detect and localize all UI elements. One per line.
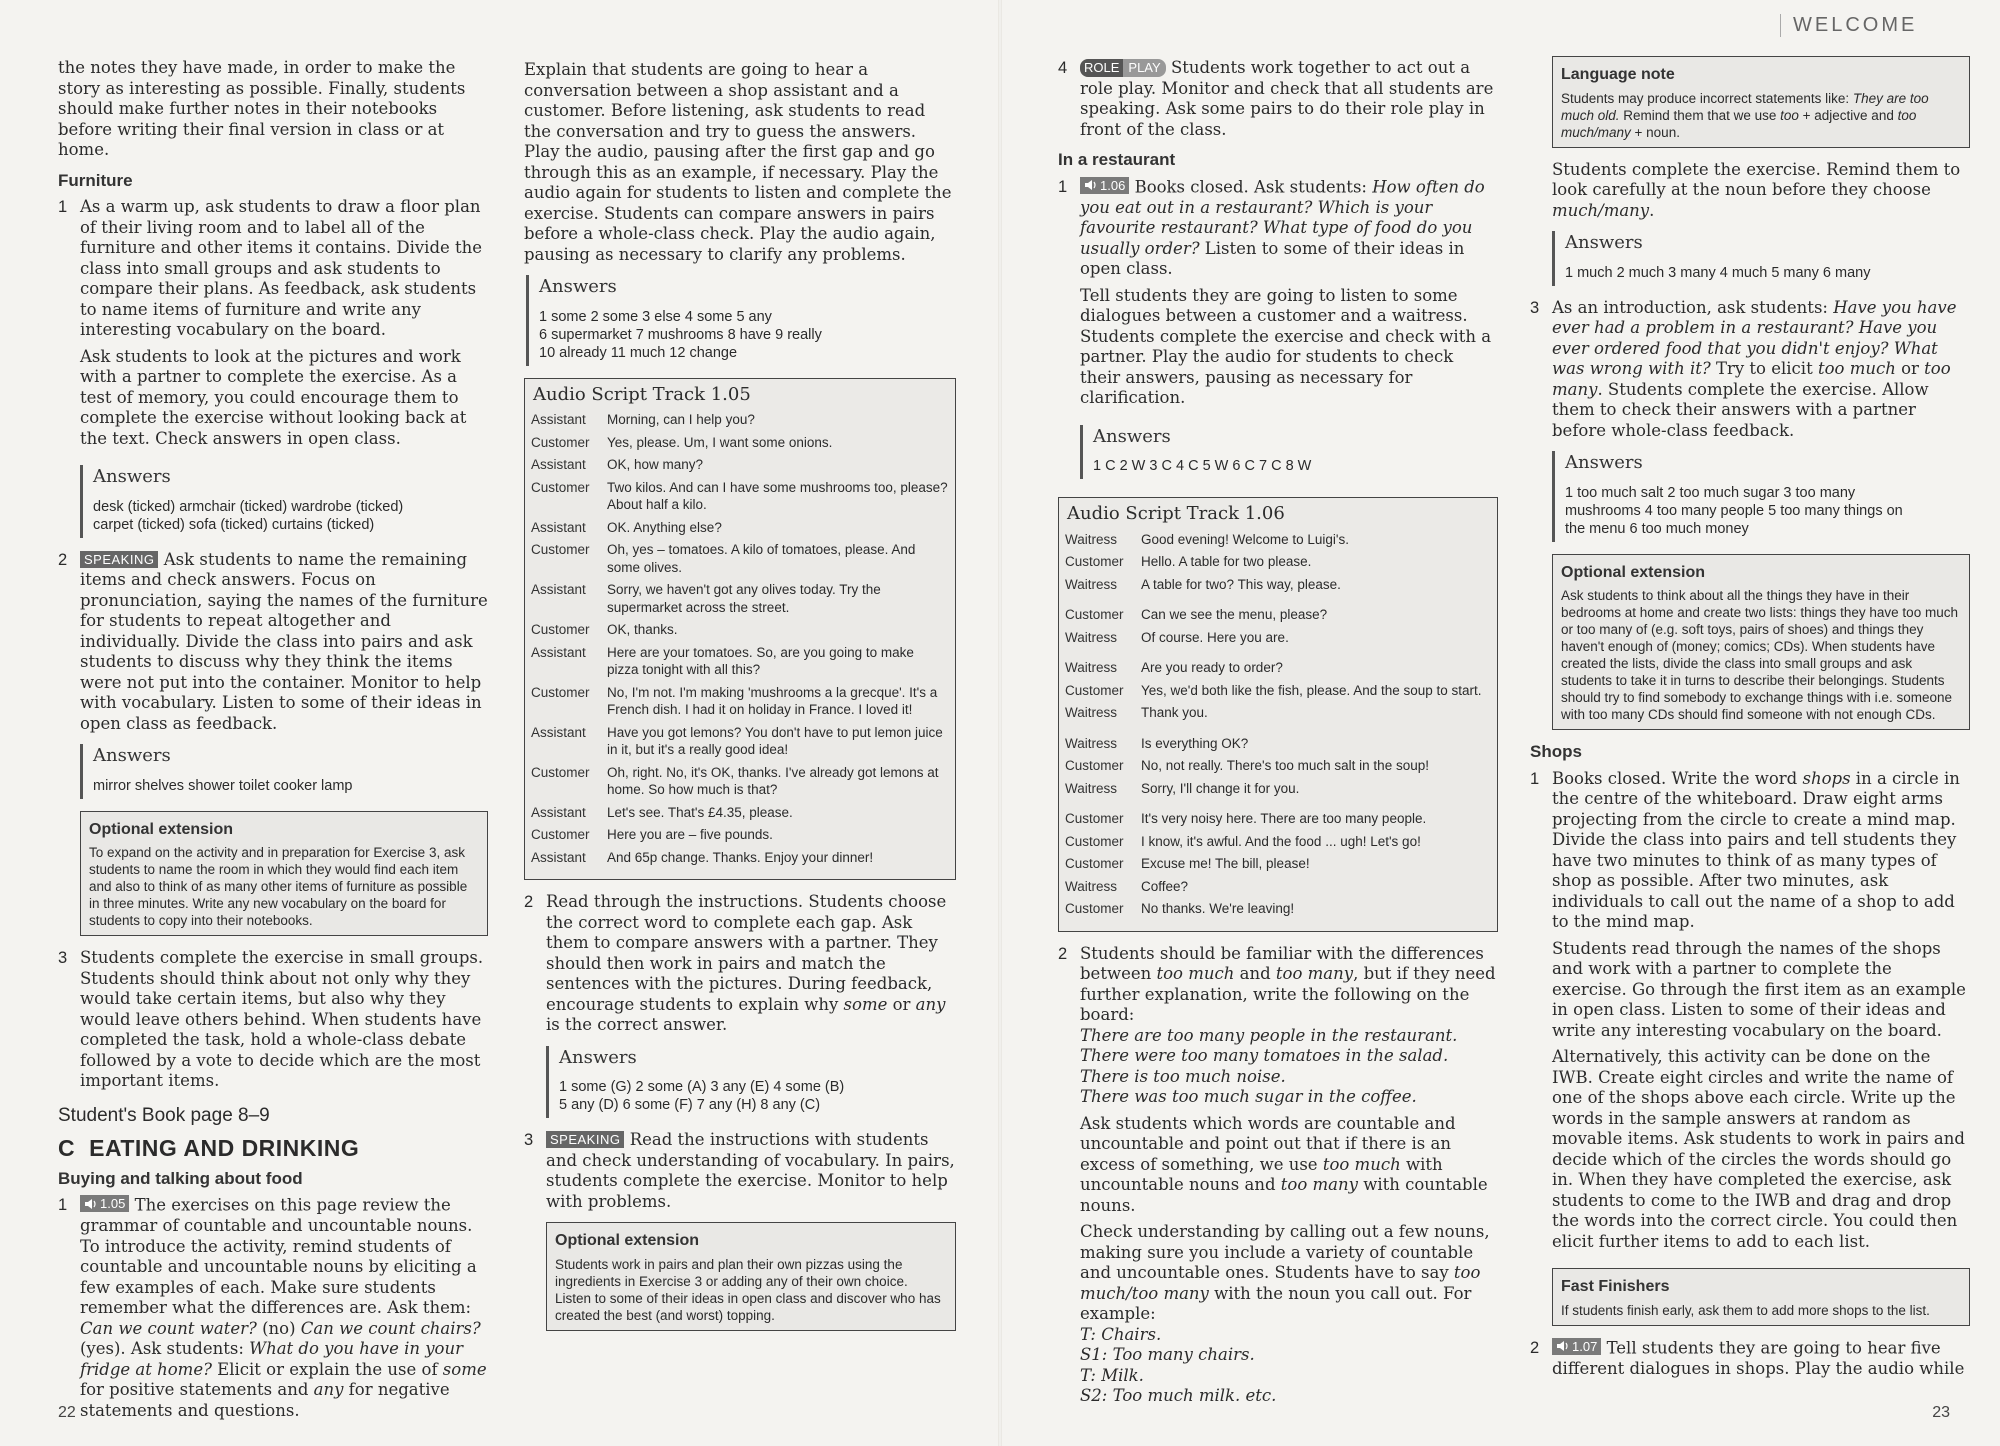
section-title: C EATING AND DRINKING [58,1135,360,1161]
line-text: OK, how many? [607,457,704,472]
speaker: Customer [1065,856,1124,871]
fast-finishers-box: Fast Finishers If students finish early, ask them to add more shops to the list. [1552,1268,1970,1326]
line-text: Are you ready to order? [1141,660,1283,675]
speaker: Assistant [531,582,586,597]
script-gap [1065,598,1491,606]
speaker: Customer [531,764,590,780]
answers-box: Answers mirror shelves shower toilet cooker lamp [80,744,488,799]
speaker: Waitress [1065,660,1118,675]
role-play-badge: ROLE PLAY [1080,59,1166,77]
script-line [531,826,949,844]
script-line [531,849,949,867]
exercise-3: 3 SPEAKING Read the instructions with students and check understanding of vocabulary. In pairs, students complete the exercise. Monitor to help with problems. [524,1130,955,1211]
paragraph: Students complete the exercise. Remind them to look carefully at the noun before they choose much/many. [1552,159,1961,220]
speaker: Customer [1065,682,1124,698]
speaker: Customer [531,684,590,700]
column-2 [524,60,956,1343]
speaker: Assistant [531,644,586,660]
line-text: No, not really. There's too much salt in the soup! [1141,758,1429,773]
line-text: A table for two? This way, please. [1141,576,1341,592]
speaker: Assistant [531,457,586,472]
line-text: Sorry, we haven't got any olives today. Try the supermarket across the street. [607,582,881,615]
optional-extension-box: Optional extension Ask students to think about all the things they have in their bedrooms at home and create two lists: things they have too much or too many of (e.g. soft toys, pairs of shoes) and things they haven't enough of (money; comics; CDs). When students have created the lists, divide the class into small groups and ask students to take it in turns to describe their belongings. Students should try to find somebody to exchange things with i.e. someone with too many CDs should find someone with not enough CDs. [1552,554,1970,731]
spread-gutter [998,0,1002,1446]
line-text: OK. Anything else? [607,519,722,535]
script-lines [531,411,949,866]
line-text: Is everything OK? [1141,735,1249,751]
script-line [531,456,949,474]
script-line [531,621,949,639]
speaker: Customer [1065,833,1124,849]
script-line [1065,576,1491,594]
speaker: Assistant [531,849,586,865]
speaker-icon [1556,1340,1570,1352]
line-text: Two kilos. And can I have some mushrooms too, please? About half a kilo. [607,479,948,512]
script-line [531,581,949,616]
script-line [531,541,949,576]
script-line [531,724,949,759]
speaker: Assistant [531,724,586,740]
heading-buying: Buying and talking about food [58,1168,303,1188]
script-line [1065,833,1491,851]
exercise-3: 3 Students complete the exercise in small groups. Students should think about not only why they would take certain items, but also why they would leave others behind. When students have completed the task, hold a whole-class debate followed by a vote to decide which are the most important items. [58,948,484,1090]
line-text: Oh, yes – tomatoes. A kilo of tomatoes, please. And some olives. [607,542,916,575]
answers-box: Answers 1 much 2 much 3 many 4 much 5 many 6 many [1552,231,1970,286]
line-text: I know, it's awful. And the food ... ugh! Let's go! [1141,833,1421,849]
line-text: Morning, can I help you? [607,412,755,427]
line-text: No, I'm not. I'm making 'mushrooms a la grecque'. It's a French dish. I had it on holiday in France. I loved it! [607,684,938,717]
line-text: No thanks. We're leaving! [1141,901,1295,916]
exercise-2: 2 1.07 Tell students they are going to hear five different dialogues in shops. Play the audio while [1530,1338,1965,1378]
students-book-page: Student's Book page 8–9 [58,1104,270,1126]
speaker: Customer [531,434,590,450]
speaker: Assistant [531,412,586,427]
exercise-1: 1 As a warm up, ask students to draw a floor plan of their living room and to label all of the furniture and other items it contains. Divide the class into small groups and ask students to compare their plans. As feedback, ask students to name items of furniture and write any interesting vocabulary on the board. Ask students to look at the pictures and work with a partner to complete the exercise. As a test of memory, you could encourage them to complete the exercise without looking back at the text. Check answers in open class. [58,197,483,448]
audio-track-badge: 1.07 [1552,1338,1601,1355]
speaker: Waitress [1065,576,1118,592]
script-line [1065,704,1491,722]
optional-extension-box: Optional extension To expand on the activity and in preparation for Exercise 3, ask students to name the room in which they would find each item and also to think of as many other items of furniture as possible in three minutes. Write any new vocabulary on the board for students to copy into their notebooks. [80,811,488,937]
script-line [1065,606,1491,624]
speaker: Customer [1065,758,1124,773]
page-number-right: 23 [1932,1404,1950,1421]
speaker: Customer [531,479,590,495]
exercise-1: 1 1.06 Books closed. Ask students: How often do you eat out in a restaurant? Which is your favourite restaurant? What type of food do you usually order? Listen to some of their ideas in open class. Tell students they are going to listen to some dialogues between a customer and a waitress. Students complete the exercise and check with a partner. Play the audio for students to check their answers, pausing as necessary for clarification. [1058,177,1492,407]
line-text: Yes, please. Um, I want some onions. [607,434,833,450]
speaker: Customer [1065,811,1124,826]
heading-furniture: Furniture [58,170,133,190]
column-3 [1058,58,1498,1419]
script-line [531,411,949,429]
line-text: And 65p change. Thanks. Enjoy your dinner! [607,849,874,865]
script-line [1065,900,1491,918]
script-line [531,804,949,822]
script-line [1065,659,1491,677]
line-text: Excuse me! The bill, please! [1141,856,1310,871]
exercise-4: 4 ROLE PLAY Students work together to act out a role play. Monitor and check that all students are speaking. Ask some pairs to do their role play in front of the class. [1058,58,1494,139]
script-line [1065,878,1491,896]
exercise-2: 2 Students should be familiar with the differences between too much and too many, but if they need further explanation, write the following on the board: There are too many people in the restaurant. There were too many tomatoes in the salad. There is too much noise. There was too much sugar in the coffee. Ask students which words are countable and uncountable and point out that if there is an excess of something, we use too much with uncountable nouns and too many with countable nouns. Check understanding by calling out a few nouns, making sure you include a variety of countable and uncountable ones. Students have to say too much/too many with the noun you call out. For example: T: Chairs. S1: Too many chairs. T: Milk. S2: Too much milk. etc. [1058,943,1496,1405]
heading-shops: Shops [1530,742,1582,761]
script-line [531,684,949,719]
script-line [1065,780,1491,798]
line-text: Oh, right. No, it's OK, thanks. I've already got lemons at home. So how much is that? [607,764,939,797]
speaker: Waitress [1065,780,1118,796]
line-text: Let's see. That's £4.35, please. [607,804,793,820]
script-line [1065,531,1491,549]
answers-box: Answers 1 some 2 some 3 else 4 some 5 any 6 supermarket 7 mushrooms 8 have 9 really 10 already 11 much 12 change [526,275,956,366]
line-text: Good evening! Welcome to Luigi's. [1141,531,1349,547]
answers-box: Answers 1 some (G) 2 some (A) 3 any (E) 4 some (B) 5 any (D) 6 some (F) 7 any (H) 8 any (C) [546,1046,956,1119]
script-line [531,519,949,537]
audio-script-box: Audio Script Track 1.06 Waitress Good evening! Welcome to Luigi's. Customer Hello. A table for two please. Waitress A table for two? This way, please. Customer Can we see the menu, please? Waitress Of course. Here you are. Waitress Are you ready to order? Customer Yes, we'd both like the fish, please. And the soup to start. Waitress Thank you. Waitress Is everything OK? Customer No, not really. There's too much salt in the soup! Waitress Sorry, I'll change it for you. Customer It's very noisy here. There are too many people. Customer I know, it's awful. And the food ... ugh! Let's go! Customer Excuse me! The bill, please! Waitress Coffee? Customer No thanks. We're leaving! [1058,497,1498,932]
speaker: Customer [531,622,590,637]
script-line [531,479,949,514]
script-line [1065,810,1491,828]
audio-track-badge: 1.06 [1080,177,1129,194]
line-text: Hello. A table for two please. [1141,554,1312,569]
exercise-3: 3 As an introduction, ask students: Have you have ever had a problem in a restaurant? Have you ever ordered food that you didn't enjoy? What was wrong with it? Try to elicit too much or too many. Students complete the exercise. Allow them to check their answers with a partner before whole-class feedback. [1530,297,1957,440]
line-text: OK, thanks. [607,622,678,637]
script-line [531,764,949,799]
speaker: Customer [1065,901,1124,916]
speaking-badge: SPEAKING [80,551,158,568]
script-line [1065,553,1491,571]
optional-extension-box: Optional extension Students work in pairs and plan their own pizzas using the ingredients in Exercise 3 or adding any of their own choice. Listen to some of their ideas in open class and discover who has created the best (and worst) topping. [546,1222,956,1331]
exercise-1: 1 Books closed. Write the word shops in a circle in the centre of the whiteboard. Draw eight arms projecting from the circle to create a mind map. Divide the class into pairs and tell students they have two minutes to think of as many types of shop as possible. After two minutes, ask individuals to call out the name of a shop to add to the mind map. Students read through the names of the shops and work with a partner to complete the exercise. Go through the first item as an example in open class. Listen to some of their ideas and write any interesting vocabulary on the board. Alternatively, this activity can be done on the IWB. Create eight circles and write the name of one of the shops above each circle. Write up the words in the sample answers at random as movable items. Ask students to work in pairs and decide which of the circles the words should go in. When they have completed the exercise, ask students to come to the IWB and drag and drop the words into the correct circle. You could then elicit further items to add to each list. [1530,768,1966,1251]
line-text: Coffee? [1141,878,1189,894]
speaker: Waitress [1065,735,1118,751]
speaker-icon [84,1198,98,1210]
speaker: Assistant [531,519,586,535]
line-text: Here you are – five pounds. [607,827,773,842]
line-text: Have you got lemons? You don't have to put lemon juice in it, but it's a really good idea! [607,724,943,757]
script-line [1065,855,1491,873]
audio-script-box: Audio Script Track 1.05 Assistant Morning, can I help you? Customer Yes, please. Um, I want some onions. Assistant OK, how many? Customer Two kilos. And can I have some mushrooms too, please? About half a kilo. Assistant OK. Anything else? Customer Oh, yes – tomatoes. A kilo of tomatoes, please. And some olives. Assistant Sorry, we haven't got any olives today. Try the supermarket across the street. Customer OK, thanks. Assistant Here are your tomatoes. So, are you going to make pizza tonight with all this? Customer No, I'm not. I'm making 'mushrooms a la grecque'. It's a French dish. I had it on holiday in France. I loved it! Assistant Have you got lemons? You don't have to put lemon juice in it, but it's a really good idea! Customer Oh, right. No, it's OK, thanks. I've already got lemons at home. So how much is that? Assistant Let's see. That's £4.35, please. Customer Here you are – five pounds. Assistant And 65p change. Thanks. Enjoy your dinner! [524,378,956,881]
script-line [1065,735,1491,753]
column-4 [1530,50,1970,1385]
exercise-1: 1 1.05 The exercises on this page review the grammar of countable and uncountable nouns. To introduce the activity, remind students of countable and uncountable nouns by eliciting a few examples of each. Make sure students remember what the differences are. Ask them: Can we count water? (no) Can we count chairs? (yes). Ask students: What do you have in your fridge at home? Elicit or explain the use of some for positive statements and any for negative statements and questions. [58,1195,487,1420]
speaker: Customer [531,542,590,557]
speaker: Waitress [1065,878,1118,894]
line-text: Of course. Here you are. [1141,629,1289,645]
line-text: Sorry, I'll change it for you. [1141,780,1300,796]
exercise-2: 2 SPEAKING Ask students to name the remaining items and check answers. Focus on pronunciation, saying the names of the furniture for students to repeat altogether and individually. Divide the class into pairs and ask students to discuss why they think the items were not put into the container. Monitor to help with vocabulary. Listen to some of their ideas in open class as feedback. [58,549,488,733]
script-gap [1065,802,1491,810]
line-text: It's very noisy here. There are too many people. [1141,811,1427,826]
speaker: Waitress [1065,629,1118,645]
speaker: Waitress [1065,705,1118,720]
column-1 [58,58,488,1427]
speaking-badge: SPEAKING [546,1131,624,1148]
audio-track-badge: 1.05 [80,1195,129,1212]
speaker: Waitress [1065,531,1118,547]
script-lines [1065,531,1491,918]
speaker: Customer [531,827,590,842]
line-text: Here are your tomatoes. So, are you going to make pizza tonight with all this? [607,644,914,677]
language-note-box: Language note Students may produce incorrect statements like: They are too much old. Remind them that we use too + adjective and too much/many + noun. [1552,56,1970,148]
line-text: Thank you. [1141,705,1208,720]
script-gap [1065,727,1491,735]
line-text: Yes, we'd both like the fish, please. And the soup to start. [1141,682,1482,698]
answers-box: Answers desk (ticked) armchair (ticked) wardrobe (ticked) carpet (ticked) sofa (ticked) curtains (ticked) [80,465,488,538]
paragraph: Explain that students are going to hear a conversation between a shop assistant and a customer. Before listening, ask students to read the conversation and try to guess the answers. Play the audio, pausing after the first gap and go through this as an example, if necessary. Play the audio again for students to listen and complete the exercise. Students can compare answers in pairs before a whole-class check. Play the audio again, pausing as necessary to clarify any problems. [524,60,952,264]
exercise-2: 2 Read through the instructions. Students choose the correct word to complete each gap. Ask them to compare answers with a partner. They should then work in pairs and match the sentences with the pictures. During feedback, encourage students to explain why some or any is the correct answer. [524,892,947,1034]
script-gap [1065,651,1491,659]
script-line [531,644,949,679]
answers-box: Answers 1 too much salt 2 too much sugar 3 too many mushrooms 4 too many people 5 too many things on the menu 6 too much money [1552,451,1970,542]
answers-box: Answers 1 C 2 W 3 C 4 C 5 W 6 C 7 C 8 W [1080,425,1498,480]
speaker-icon [1084,179,1098,191]
section-header: WELCOME [1780,14,1917,37]
speaker: Assistant [531,804,586,820]
script-line [1065,682,1491,700]
page-number-left: 22 [58,1404,76,1421]
paragraph: the notes they have made, in order to make the story as interesting as possible. Finally, students should make further notes in their notebooks before writing their final version in class or at home. [58,58,466,159]
speaker: Customer [1065,607,1124,622]
script-line [531,434,949,452]
script-line [1065,629,1491,647]
heading-restaurant: In a restaurant [1058,150,1176,169]
script-line [1065,757,1491,775]
line-text: Can we see the menu, please? [1141,607,1328,622]
speaker: Customer [1065,554,1124,569]
